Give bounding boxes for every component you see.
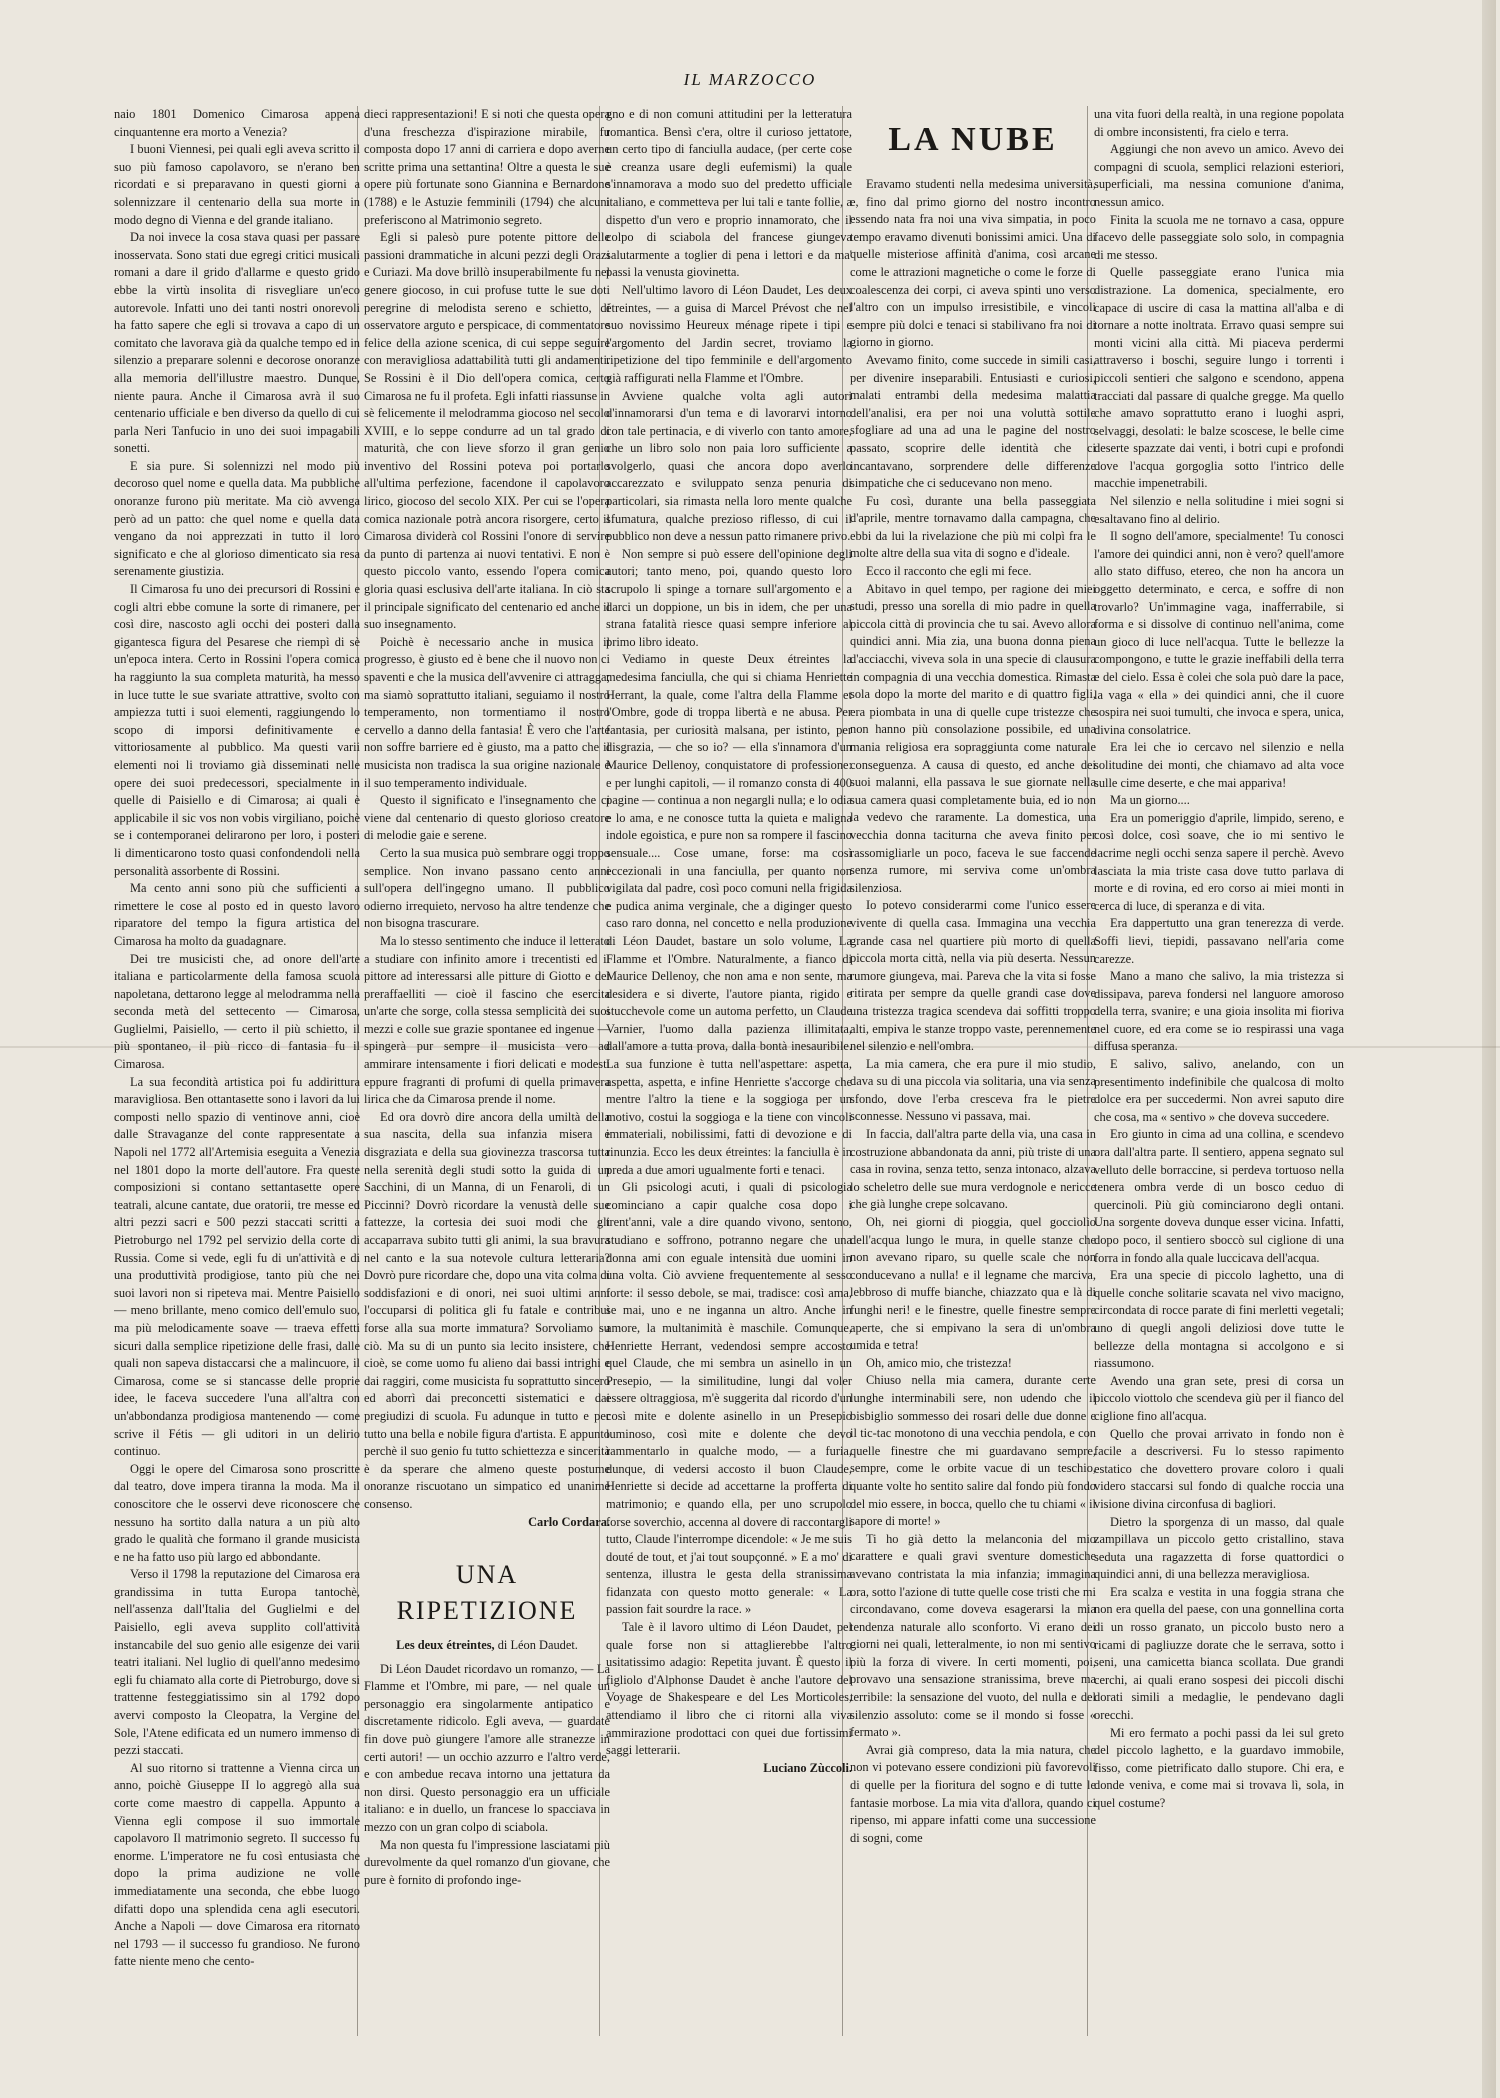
paragraph: gno e di non comuni attitudini per la letteratura romantica. Bensì c'era, oltre il curioso jettatore, un certo tipo di fanciulla audace, (per certe cose è creanza usare degli eufemismi) la quale s'innamorava a modo suo del predetto ufficiale italiano, e commetteva per lui tali e tante follie, a dispetto d'un vero e proprio innamorato, che il colpo di sciabola del francese giungeva salutarmente a toglier di pena i lettori e da ma' passi la venusta giovinetta. <box>606 107 852 280</box>
paragraph: La mia camera, che era pure il mio studio, dava su di una piccola via solitaria, una via senza sfondo, dove l'erba cresceva fra le pietre sconnesse. Nessuno vi passava, mai. <box>850 1056 1096 1124</box>
paragraph: Egli si palesò pure potente pittore delle passioni drammatiche in alcuni pezzi degli Orazi e Curiazi. Ma dove brillò insuperabilmente fu nel genere giocoso, in cui profuse tutte le sue doti peregrine di melodista sereno e schietto, di osservatore arguto e perspicace, di commentatore felice della azione scenica, di cui seppe seguire con meravigliosa adattabilità tutti gli andamenti. Se Rossini è il Dio dell'opera comica, certo Cimarosa ne fu il profeta. Egli infatti riassunse in sè felicemente il melodramma giocoso nel secolo XVIII, e lo seppe condurre ad un tal grado di maturità, che con lieve sforzo il gran genio inventivo del Rossini poteva poi portarlo all'ultima perfezione, facendone il capolavoro lirico, giocoso del secolo XIX. Per cui se l'opera comica nazionale potrà ancora risorgere, certo il Cimarosa dividerà col Rossini l'onore di servire da punto di partenza ai nuovi tentativi. E non è questo piccolo vanto, essendo l'opera comica gloria quasi esclusiva dell'arte italiana. In ciò sta il principale significato del centenario ed anche il suo insegnamento. <box>364 230 610 632</box>
subtitle-author: di Léon Daudet. <box>494 1638 578 1653</box>
paragraph: Quelle passeggiate erano l'unica mia distrazione. La domenica, specialmente, ero capace di uscire di casa la mattina all'alba e di tornare a notte inoltrata. Erravo quasi sempre sui monti vicini alla città. Mi piaceva perdermi attraverso i boschi, seguire lungo i torrenti i piccoli sentieri che salgono e scendono, appena tracciati dal passare di qualche gregge. Ma quello che amavo soprattutto erano i luoghi aspri, selvaggi, desolati: le balze scoscese, le belle cime deserte spazzate dai venti, i botri cupi e profondi dove l'acqua gorgoglia sotto l'intrico delle macchie impenetrabili. <box>1094 265 1344 491</box>
paragraph: Ero giunto in cima ad una collina, e scendevo ora dall'altra parte. Il sentiero, appena segnato sul velluto delle borraccine, si perdeva tortuoso nella tenera ombra verde di un bosco ceduo di quercinoli. Più giù cominciarono degli ontani. Una sorgente doveva dunque esser vicina. Infatti, dopo poco, il sentiero sboccò sul ciglione di una forra in fondo alla quale luccicava dell'acqua. <box>1094 1127 1344 1265</box>
paragraph: Ti ho già detto la melanconia del mio carattere e quali gravi sventure domestiche avevano contristata la mia infanzia; immagina ora, sotto l'azione di tutte quelle cose tristi che mi circondavano, come doveva esagerarsi la mia tendenza naturale allo sconforto. Vi erano dei giorni nei quali, letteralmente, io non mi sentivo più la forza di vivere. In certi momenti, poi, provavo una sensazione stranissima, breve ma terribile: la sensazione del vuoto, del nulla e del silenzio assoluto: come se il mondo si fosse « fermato ». <box>850 1531 1096 1740</box>
paragraph: Dei tre musicisti che, ad onore dell'arte italiana e particolarmente della famosa scuola napoletana, dettarono legge al melodramma nella seconda metà del settecento — Cimarosa, Guglielmi, Paisiello, — certo il più schietto, il più spontaneo, il più ricco di fantasia fu il Cimarosa. <box>114 951 360 1072</box>
paragraph: Oh, amico mio, che tristezza! <box>866 1355 1012 1370</box>
paragraph: Oggi le opere del Cimarosa sono proscritte dal teatro, dove impera tiranna la moda. Ma il conoscitore che le osservi deve riconoscere che nessuno ha sortito dalla natura a un più alto grado le qualità che formano il grande musicista e ne ha fatto uso più largo ed abbondante. <box>114 1461 360 1564</box>
paragraph: Aggiungi che non avevo un amico. Avevo dei compagni di scuola, semplici relazioni esteriori, superficiali, ma nessina comunione d'anima, nessun amico. <box>1094 142 1344 209</box>
author-signature: Luciano Zùccoli. <box>763 1760 852 1775</box>
paragraph: Era una specie di piccolo laghetto, una di quelle conche solitarie scavata nel vivo macigno, circondata di rocce parate di fini merletti vegetali; uno di quegli angoli deliziosi dove tutte le bellezze della montagna si accolgono e si riassumono. <box>1094 1268 1344 1371</box>
running-title: IL MARZOCCO <box>683 70 817 89</box>
paragraph: Abitavo in quel tempo, per ragione dei miei studi, presso una sorella di mio padre in quella piccola città di provincia che tu sai. Avevo allora quindici anni. Mia zia, una buona donna piena d'acciacchi, viveva sola in una specie di clausura in compagnia di una vecchia domestica. Rimasta sola dopo la morte del marito e di quattro figli, era piombata in una di quelle cupe tristezze che non hanno più consolazione possibile, ed una mania religiosa era sopraggiunta come naturale conseguenza. A causa di questo, ed anche dei suoi malanni, ella passava le sue giornate nella sua camera quasi completamente buia, ed io non la vedevo che raramente. La domestica, una vecchia donna taciturna che aveva finito per rassomigliarle un poco, faceva le sue faccende senza rumore, mi serviva come un'ombra silenziosa. <box>850 581 1096 895</box>
paragraph: Ma lo stesso sentimento che induce il letterato a studiare con infinito amore i trecentisti ed il pittore ad interessarsi alle pitture di Giotto e dei preraffaelliti — cioè il fascino che esercita un'arte che sorge, colla stessa semplicità dei suoi mezzi e colle sue grazie spontanee ed ingenue — spingerà pur sempre il musicista vero ad ammirare intensamente i fiori delicati e modesti eppure fragranti di profumi di quella primavera lirica che da Cimarosa prende il nome. <box>364 933 610 1107</box>
paragraph: La sua fecondità artistica poi fu addirittura maravigliosa. Ben ottantasette sono i lavori da lui composti nello spazio di ventinove anni, cioè dalle Stravaganze del conte rappresentate a Napoli nel 1772 all'Artemisia eseguita a Venezia nel 1801 dopo la morte dell'autore. Fra queste composizioni si contano settantasette opere teatrali, alcune cantate, due oratorii, tre messe ed altri pezzi sacri e 500 pezzi staccati scritti a Pietroburgo nel 1792 pel servizio della corte di Russia. Come si vede, egli fu di un'attività e di una produttività prodigiose, tanto più che nei suoi lavori non si ripeteva mai. Mentre Paisiello — meno brillante, meno comico dell'emulo suo, ma più melodicamente soave — traeva effetti sicuri dalla semplice ripetizione delle frasi, dalle quali non sapeva distaccarsi che a malincuore, il Cimarosa, come se si stancasse delle proprie idee, le faceva succedere l'una all'altra con un'abbondanza prodigiosa mantenendo — come scrive il Fétis — gli uditori in un delirio continuo. <box>114 1074 360 1459</box>
paragraph: Avviene qualche volta agli autori d'innamorarsi d'un tema e di lavorarvi intorno con tale pertinacia, e di viverlo con tanto amore, che un libro solo non paia loro sufficiente a svolgerlo, quasi che ancora dopo averlo accarezzato e sviluppato senza penuria di particolari, sia rimasta nella loro mente qualche sfumatura, qualche prezioso riflesso, di cui il pubblico non deve a nessun patto rimanere privo. <box>606 388 852 544</box>
paragraph: Mi ero fermato a pochi passi da lei sul greto del piccolo laghetto, e la guardavo immobile, fisso, come pietrificato dallo stupore. Chi era, e donde veniva, e come mai si trovava lì, sola, in quel costume? <box>1094 1725 1344 1810</box>
paragraph: Finita la scuola me ne tornavo a casa, oppure facevo delle passeggiate solo solo, in compagnia di me stesso. <box>1094 212 1344 262</box>
paragraph: Fu così, durante una bella passeggiata d'aprile, mentre tornavamo dalla campagna, che ebbi da lui la rivelazione che più mi colpì fra le molte altre della sua vita di sogno e d'ideale. <box>850 493 1096 561</box>
paragraph: Poichè è necessario anche in musica il progresso, è giusto ed è bene che il nuovo non ci spaventi e che la musica dell'avvenire ci attragga; ma siamò soprattutto italiani, seguiamo il nostro temperamento, non tormentiamo il nostro cervello a danno della fantasia! È vero che l'arte non soffre barriere ed è giusto, ma a patto che il musicista non tradisca la sua origine nazionale e il suo temperamento individuale. <box>364 634 610 790</box>
paragraph: Certo la sua musica può sembrare oggi troppo semplice. Non invano passano cento anni sull'opera dell'ingegno umano. Il pubblico odierno irrequieto, nervoso ha altre tendenze che non bisogna trascurare. <box>364 845 610 931</box>
paragraph: Ecco il racconto che egli mi fece. <box>866 564 1032 579</box>
paragraph: una vita fuori della realtà, in una regione popolata di ombre inconsistenti, fra cielo e terra. <box>1094 107 1344 139</box>
article-subtitle <box>364 1637 610 1655</box>
paragraph: dieci rappresentazioni! E si noti che questa opera d'una freschezza d'ispirazione mirabile, fu composta dopo 17 anni di carriera e dopo averne scritte prima una settantina! Oltre a questa le sue opere più fortunate sono Giannina e Bernardone (1788) e le Astuzie femminili (1794) che alcuni preferiscono al Matrimonio segreto. <box>364 107 610 227</box>
paragraph: Quello che provai arrivato in fondo non è facile a descriversi. Fu lo stesso rapimento estatico che dovettero provare coloro i quali videro staccarsi sul fondo di qualche roccia una visione divina circonfusa di bagliori. <box>1094 1426 1344 1511</box>
paragraph: Mano a mano che salivo, la mia tristezza si dissipava, pareva fondersi nel languore amoroso della terra, svanire; e una gioia insolita mi fioriva nel cuore, ed era come se io respirassi una vaga diffusa speranza. <box>1094 969 1344 1054</box>
paragraph: E salivo, salivo, anelando, con un presentimento indefinibile che qualcosa di molto dolce era per succedermi. Non avrei saputo dire che cosa, ma « sentivo » che doveva succedere. <box>1094 1057 1344 1124</box>
subtitle-work: Les deux étreintes, <box>396 1638 495 1653</box>
column-5 <box>1094 106 1344 2066</box>
paragraph: Non sempre si può essere dell'opinione degli autori; tanto meno, poi, quando questo loro scrupolo li spinge a tornare sull'argomento e a darci un doppione, un bis in idem, che per una strana fatalità riesce quasi sempre inferiore al primo libro ideato. <box>606 546 852 649</box>
paragraph: In faccia, dall'altra parte della via, una casa in costruzione abbandonata da anni, più triste di una casa in rovina, senza tetto, senza intonaco, alzava lo scheletro delle sue mura verdognole e nericce che già lunghe crepe solcavano. <box>850 1127 1096 1212</box>
page-edge-shadow <box>1482 0 1496 2098</box>
paragraph: Ed ora dovrò dire ancora della umiltà della sua nascita, della sua infanzia misera e disgraziata e della sua giovinezza trascorsa tutta nella serenità degli studi sotto la guida di un Sacchini, di un Manna, di un Fenaroli, di un Piccinni? Dovrò ricordare la venustà delle sue fattezze, la cortesia dei suoi modi che gli accaparrava subito tutti gli animi, la sua bravura nel canto e la sua notevole cultura letteraria? Dovrò pure ricordare che, dopo una vita colma di soddisfazioni e di onori, nei suoi ultimi anni l'occuparsi di politica gli fu fatale e contribuì forse alla sua morte immatura? Sorvoliamo su ciò. Ma su di un punto sia lecito insistere, che cioè, se come uomo fu alieno dai bassi intrighi e dai raggiri, come musicista fu soprattutto sincero ed aborrì dai preconcetti sistematici e dai pregiudizi di scuola. Fu adunque in tutto e per tutto una bella e nobile figura d'artista. E appunto perchè il suo genio fu tutto schiettezza e sincerità è da sperare che almeno queste postume onoranze riscuotano un simpatico ed unanime consenso. <box>364 1109 610 1511</box>
paragraph: Chiuso nella mia camera, durante certe lunghe interminabili sere, non udendo che il bisbiglio sommesso dei rosari delle due donne e il tic-tac monotono di una vecchia pendola, e con quelle finestre che mi guardavano sempre, sempre, come le orbite vacue di un teschio, quante volte ho sentito salire dal fondo più fondo del mio essere, in bocca, quello che tu chiami « il sapore di morte! » <box>850 1373 1096 1529</box>
paragraph: Al suo ritorno si trattenne a Vienna circa un anno, poichè Giuseppe II lo aggregò alla sua corte come maestro di cappella. Appunto a Vienna egli compose il suo immortale capolavoro Il matrimonio segreto. Il successo fu enorme. L'imperatore ne fu così entusiasta che dopo la prima audizione ne volle immediatamente una seconda, che ebbe luogo difatti dopo una splendida cena agli esecutori. Anche a Napoli — dove Cimarosa era ritornato nel 1793 — il successo fu grandioso. Ne furono fatte niente meno che cento- <box>114 1760 360 1969</box>
paragraph: Era scalza e vestita in una foggia strana che non era quella del paese, con una gonnellina corta di un rosso granato, un piccolo busto nero a ricami di pagliuzze dorate che le serrava, sotto i seni, una camicetta bianca scollata. Due grandi cerchi, ai quali erano sospesi dei piccoli dischi dorati simili a medaglie, le pendevano dagli orecchi. <box>1094 1584 1344 1723</box>
paragraph: Di Léon Daudet ricordavo un romanzo, — La Flamme et l'Ombre, mi pare, — nel quale un personaggio era singolarmente antipatico e discretamente ridicolo. Egli aveva, — guardate fin dove può giungere l'amore alle stranezze in certi autori! — un occhio azzurro e l'altro verde, e con ambedue recava intorno una jettatura da non dirsi. Questo personaggio era un ufficiale italiano: e in duello, un francese lo spacciava in mezzo con un gran colpo di sciabola. <box>364 1661 610 1835</box>
paragraph: Era lei che io cercavo nel silenzio e nella solitudine dei monti, che chiamavo ad alta voce sulle cime deserte, e che mai appariva! <box>1094 740 1344 790</box>
paragraph: Verso il 1798 la reputazione del Cimarosa era grandissima in tutta Europa tantochè, nell'assenza dall'Italia del Guglielmi e del Paisiello, egli aveva supplito coll'attività instancabile del suo genio alle esigenze dei varii teatri italiani. Nel luglio di quell'anno medesimo egli fu chiamato alla corte di Pietroburgo, dove si trattenne festeggiatissimo sin al 1792 dopo avervi composto la Cleopatra, la Vergine del Sole, l'Atene edificata ed un numero immenso di pezzi staccati. <box>114 1567 360 1758</box>
paragraph: Nell'ultimo lavoro di Léon Daudet, Les deux étreintes, — a guisa di Marcel Prévost che nel suo novissimo Heureux ménage ripete i tipi e l'argomento del Jardin secret, troviamo la ripetizione del tipo femminile e dell'argomento già raffigurati nella Flamme et l'Ombre. <box>606 282 852 385</box>
paragraph: Io potevo considerarmi come l'unico essere vivente di quella casa. Immagina una vecchia grande casa nel quartiere più morto di quella piccola morta città, nella via più deserta. Nessun rumore giungeva, mai. Pareva che la vita si fosse ritirata per sempre da quelle grandi case dove una tristezza tragica scendeva dai soffitti troppo alti, empiva le stanze troppo vaste, perennemente nel silenzio e nell'ombra. <box>850 898 1096 1054</box>
paragraph: Ma cento anni sono più che sufficienti a rimettere le cose al posto ed in questo lavoro riparatore del tempo la figura artistica del Cimarosa ha molto da guadagnare. <box>114 881 360 948</box>
paragraph: Avrai già compreso, data la mia natura, che non vi potevano essere condizioni più favorevoli di quelle per la fioritura del sogno e di tutte le fantasie morbose. La mia vita d'allora, quando ci ripenso, mi appare infatti come una successione di sogni, come <box>850 1742 1096 1845</box>
paragraph: Da noi invece la cosa stava quasi per passare inosservata. Sono stati due egregi critici musicali romani a dare il grido d'allarme e questo grido ebbe la virtù insolita di risvegliare un'eco autorevole. Infatti uno dei tanti nostri onorevoli ha fatto sapere che egli si trovava a capo di un comitato che lavorava già da qualche tempo ed in silenzio a preparare solenni e decorose onoranze alla memoria dell'illustre maestro. Dunque, niente paura. Anche il Cimarosa avrà il suo centenario ufficiale e ben diverso da quello di cui parla Neri Tanfucio in uno dei suoi impagabili sonetti. <box>114 230 360 456</box>
paragraph: naio 1801 Domenico Cimarosa appena cinquantenne era morto a Venezia? <box>114 107 360 139</box>
column-2 <box>364 106 610 2066</box>
paragraph: Il sogno dell'amore, specialmente! Tu conosci l'amore dei quindici anni, non è vero? quell'amore allo stato diffuso, etereo, che non ha ancora un oggetto determinato, e cerca, e soffre di non trovarlo? Un'immagine vaga, inafferrabile, si forma e si dissolve di continuo nell'anima, come un gioco di luce nell'acqua. Tutte le bellezze la compongono, e tutte le grazie ineffabili della terra e del cielo. Essa è colei che sola può dare la pace, la vaga « ella » dei quindici anni, che il cuore sospira nei suoi tumulti, che invoca e spera, unica, divina consolatrice. <box>1094 529 1344 737</box>
paragraph: E sia pure. Si solennizzi nel modo più decoroso quel nome e quella data. Ma pubbliche onoranze furono più meritate. Ma ciò avvenga però ad un patto: che quel nome e quella data vengano da noi apprezzati in tutto il loro significato e che al glorioso dimenticato sia resa serenamente giustizia. <box>114 458 360 579</box>
paragraph: Questo il significato e l'insegnamento che ci viene dal centenario di questo glorioso creatore di melodie gaie e serene. <box>364 793 610 843</box>
article-title: LA NUBE <box>888 121 1058 158</box>
column-3 <box>606 106 852 2066</box>
paragraph: Ma non questa fu l'impressione lasciatami più durevolmente da quel romanzo d'un giovane, che pure è fornito di profondo inge- <box>364 1837 610 1887</box>
paragraph: Eravamo studenti nella medesima università, e, fino dal primo giorno del nostro incontro essendo nata fra noi una viva simpatia, in poco tempo eravamo divenuti bonissimi amici. Una di quelle misteriose affinità d'anima, così arcane come le attrazioni magnetiche o come le forze di coalescenza dei corpi, ci aveva spinti uno verso l'altro con un impulso irresistibile, e vincoli sempre più dolci e tenaci si stabilivano fra noi di giorno in giorno. <box>850 177 1096 350</box>
paragraph: Tale è il lavoro ultimo di Léon Daudet, pel quale forse non si attaglierebbe l'altro usitatissimo adagio: Repetita juvant. È questo il figliolo d'Alphonse Daudet è anche l'autore del Voyage de Shakespeare e del Les Morticoles, attendiamo il libro che ci ritorni alla viva ammirazione prodottaci con quei due fortissimi saggi letterarii. <box>606 1620 852 1758</box>
paragraph: I buoni Viennesi, pei quali egli aveva scritto il suo più famoso capolavoro, se n'erano ben ricordati e si preparavano in questi giorni a solennizzare il centenario della sua morte in modo degno di Vienna e del grande italiano. <box>114 142 360 227</box>
paragraph: Oh, nei giorni di pioggia, quel gocciolìo dell'acqua lungo le mura, in quelle stanze che non avevano riparo, su quelle scale che non conducevano a nulla! e il legname che marciva, lebbroso di muffe bianche, chiazzato qua e là di funghi neri! e le finestre, quelle finestre sempre aperte, che si empivano la sera di un'ombra umida e tetra! <box>850 1215 1096 1353</box>
column-1 <box>114 106 360 2066</box>
column-4 <box>850 106 1096 2066</box>
paragraph: Avevamo finito, come succede in simili casi, per divenire inseparabili. Entusiasti e curiosi, malati entrambi della medesima malattia dell'analisi, era per noi una voluttà sottile sfogliare ad una ad una le pagine del nostro passato, scoprire delle identità che ci incantavano, sorprendere delle differenze simpatiche che ci seducevano non meno. <box>850 352 1096 491</box>
paragraph: Ma un giorno.... <box>1110 793 1190 808</box>
paragraph: Dietro la sporgenza di un masso, dal quale zampillava un piccolo getto cristallino, stava seduta una ragazzetta di forse quattordici o quindici anni, di una bellezza meravigliosa. <box>1094 1514 1344 1582</box>
paragraph: Avendo una gran sete, presi di corsa un piccolo viottolo che scendeva giù per il fianco del ciglione fino all'acqua. <box>1094 1373 1344 1423</box>
author-signature: Carlo Cordara. <box>528 1514 610 1529</box>
article-title: UNA RIPETIZIONE <box>396 1560 578 1626</box>
paragraph: Era un pomeriggio d'aprile, limpido, sereno, e così dolce, così soave, che io mi sentivo le lacrime negli occhi senza sapere il perchè. Avevo lasciata la mia triste casa dove tutto parlava di morte e di rovina, ed ero corso ai miei monti in cerca di luce, di speranza e di vita. <box>1094 810 1344 913</box>
paragraph: Vediamo in queste Deux étreintes la medesima fanciulla, che qui si chiama Henriette Herrant, la quale, come l'altra della Flamme et l'Ombre, gode di troppa libertà e ne abusa. Per fantasia, per curiosità malsana, per istinto, per disgrazia, — che so io? — ella s'innamora d'un Maurice Dellenoy, conquistatore di professione: e per lunghi capitoli, — il romanzo consta di 400 pagine — continua a non negargli nulla; e lo odia e lo ama, e ne conosce tutta la quieta e maligna indole egoistica, e pure non sa rompere il fascino sensuale.... Cose umane, forse: ma così eccezionali in una fanciulla, per quanto non vigilata dal padre, così poco comuni nella frigida e pudica anima verginale, che a diginger questo caso raro donna, nel concetto e nella produzione di Léon Daudet, bastare un solo volume, La Flamme et l'Ombre. Naturalmente, a fianco di Maurice Dellenoy, che non ama e non sente, ma desidera e si diverte, l'autore pianta, rigido e stucchevole come un automa perfetto, un Claude Varnier, l'uomo dalla pazienza illimitata, dall'amore a tutta prova, dalla bontà inesauribile. La sua funzione è tutta nell'aspettare: aspetta, aspetta, aspetta, e infine Henriette s'accorge che mentre l'altro la tiene e la soggioga per un motivo, costui la soggioga e la tiene con vincoli immateriali, nobilissimi, fatti di devozione e di rinunzia. Ecco les deux étreintes: la fanciulla è in preda a due amori ugualmente forti e tenaci. <box>606 652 852 1177</box>
paragraph: Il Cimarosa fu uno dei precursori di Rossini e cogli altri ebbe comune la sorte di rimanere, per così dire, nascosto agli occhi dei posteri dalla gigantesca figura del Pesarese che riempì di sè un'epoca intera. Certo in Rossini l'opera comica ha raggiunto la sua completa maturità, ha messo in luce tutte le sue svariate attrattive, svolto con ampiezza tutti i suoi elementi, raggiungendo lo scopo di imporsi definitivamente e vittoriosamente al pubblico. Ma questi varii elementi noi li troviamo già disseminati nelle opere dei suoi predecessori, specialmente in quelle di Paisiello e di Cimarosa; ai quali è applicabile il sic vos non vobis virgiliano, poichè se i contemporanei delirarono per loro, i posteri li dimenticarono tosto quasi confondendoli nella personalità assorbente di Rossini. <box>114 582 360 878</box>
paragraph: Gli psicologi acuti, i quali di psicologia cominciano a capir qualche cosa dopo i trent'anni, vale a dire quando vivono, sentono, studiano e soffrono, potranno negare che una donna ami con eguale intensità due uomini in una volta. Ciò avviene frequentemente al sesso forte: il sesso debole, se mai, tradisce: così ama, se mai, uno e ne inganna un altro. Anche in amore, la multanimità è maschile. Comunque, Henriette Herrant, vedendosi sempre accosto quel Claude, che mi sembra un asinello in un Presepio, — la similitudine, lungi dal voler essere oltraggiosa, m'è suggerita dal ricordo d'un così mite e dolente asinello in un Presepio luminoso, così mite e dolente che devo rammentarlo in qualche modo, — a furia, dunque, di vedersi accosto il buon Claude, Henriette si decide ad accettarne la profferta di matrimonio; e quando ella, per uno scrupolo forse soverchio, accenna al dovere di raccontargli tutto, Claude l'interrompe dicendole: « Je me suis douté de tout, et j'ai tout soupçonné. » E a mo' di sentenza, illustra le gesta della stranissima fidanzata con questo motto generale: « La passion fait sourdre la race. » <box>606 1180 852 1617</box>
paragraph: Nel silenzio e nella solitudine i miei sogni si esaltavano fino al delirio. <box>1094 494 1344 526</box>
paragraph: Era dappertutto una gran tenerezza di verde. Soffi lievi, tiepidi, passavano nell'aria come carezze. <box>1094 916 1344 966</box>
